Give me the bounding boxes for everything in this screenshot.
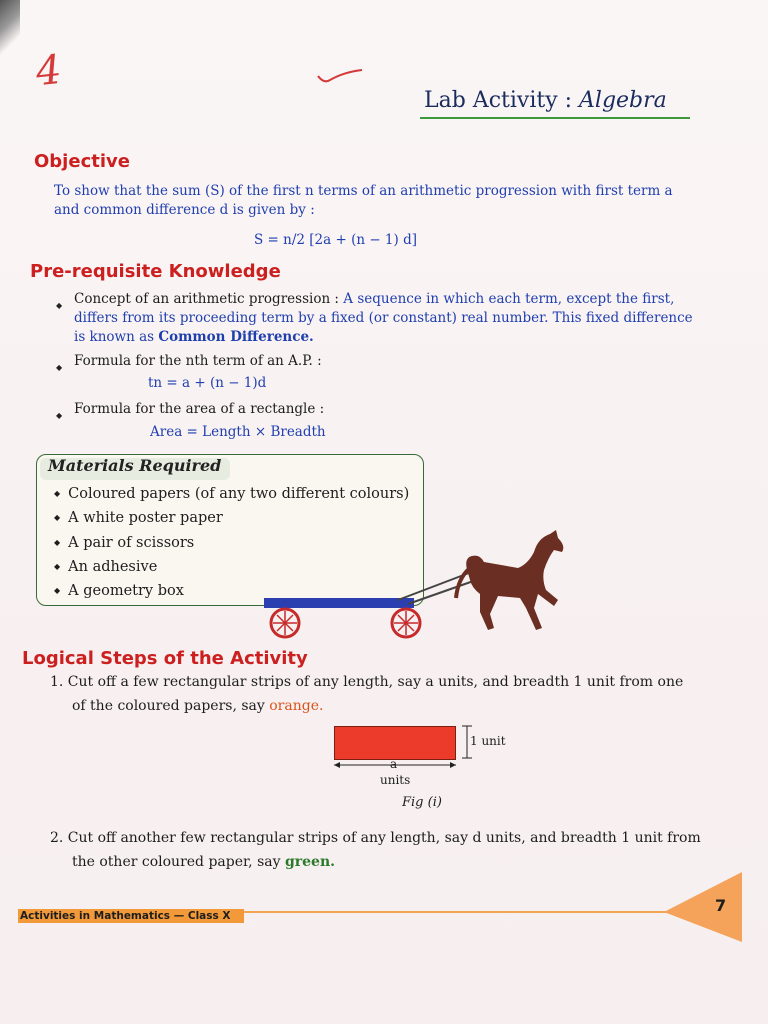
- prereq-item1-def: A sequence in which each term, except the first,: [343, 291, 675, 307]
- material-item: ◆ Coloured papers (of any two different colours): [54, 486, 409, 502]
- footer-book-title: Activities in Mathematics — Class X: [20, 910, 231, 922]
- material-item: ◆ A pair of scissors: [54, 535, 194, 551]
- title-underline: [420, 117, 690, 119]
- prereq-item1-line3-a: is known as: [74, 329, 159, 345]
- sum-formula: S = n/2 [2a + (n − 1) d]: [254, 232, 417, 248]
- prereq-item-nth-term: ◆ Formula for the nth term of an A.P. :: [56, 352, 656, 371]
- handwritten-page-mark: 4: [33, 46, 64, 96]
- material-item: ◆ An adhesive: [54, 559, 157, 575]
- unit-label: 1 unit: [470, 734, 506, 748]
- material-item: ◆ A white poster paper: [54, 510, 223, 526]
- area-formula: Area = Length × Breadth: [150, 424, 326, 440]
- length-a-label: a: [390, 757, 398, 771]
- page-corner-shadow: [0, 0, 20, 60]
- title-separator: :: [557, 88, 580, 113]
- horse-silhouette: [466, 530, 563, 630]
- logical-steps-heading: Logical Steps of the Activity: [22, 648, 308, 669]
- step-2-line-2-a: the other coloured paper, say: [72, 854, 285, 870]
- page-number-tab: [664, 872, 744, 942]
- materials-required-title: Materials Required: [48, 456, 222, 475]
- objective-line-2: and common difference d is given by :: [54, 202, 315, 218]
- length-units-label: units: [380, 773, 411, 787]
- title-main: Lab Activity: [424, 88, 558, 113]
- prereq-item-area: ◆ Formula for the area of a rectangle :: [56, 400, 656, 419]
- step-1-line-1: 1. Cut off a few rectangular strips of any length, say a units, and breadth 1 unit from one: [50, 674, 684, 690]
- nth-term-formula: tn = a + (n − 1)d: [148, 375, 267, 391]
- step-1-line-2: [72, 697, 323, 716]
- lab-activity-title: [424, 88, 667, 117]
- orange-strip-figure: [334, 726, 456, 760]
- step-1-line-2-a: of the coloured papers, say: [72, 698, 270, 714]
- handwritten-tick-icon: [316, 68, 366, 88]
- prereq-item1-line2: differs from its proceeding term by a fixed (or constant) real number. This fixed difference: [74, 310, 693, 326]
- step-2-line-2: [72, 853, 335, 872]
- material-item: ◆ A geometry box: [54, 583, 184, 599]
- orange-word: orange.: [269, 698, 324, 714]
- prereq-item-ap-concept: [56, 290, 736, 309]
- prerequisite-heading: Pre-requisite Knowledge: [30, 261, 281, 282]
- objective-heading: Objective: [34, 151, 130, 172]
- horse-cart-illustration: [258, 528, 578, 648]
- green-word: green.: [284, 854, 336, 870]
- common-difference-term: Common Difference.: [158, 329, 314, 345]
- figure-caption: Fig (i): [402, 795, 442, 810]
- page-number: 7: [715, 896, 727, 915]
- footer-rule: [244, 911, 674, 913]
- prereq-item1-lead: Concept of an arithmetic progression :: [74, 291, 344, 307]
- cart-platform: [264, 598, 414, 608]
- step-2-line-1: 2. Cut off another few rectangular strips of any length, say d units, and breadth 1 unit from: [50, 830, 701, 846]
- cart-wheel-right: [392, 609, 420, 637]
- prereq-item1-line3: [74, 328, 314, 347]
- objective-line-1: To show that the sum (S) of the first n terms of an arithmetic progression with first term a: [54, 183, 673, 199]
- title-subject: Algebra: [579, 88, 667, 113]
- cart-wheel-left: [271, 609, 299, 637]
